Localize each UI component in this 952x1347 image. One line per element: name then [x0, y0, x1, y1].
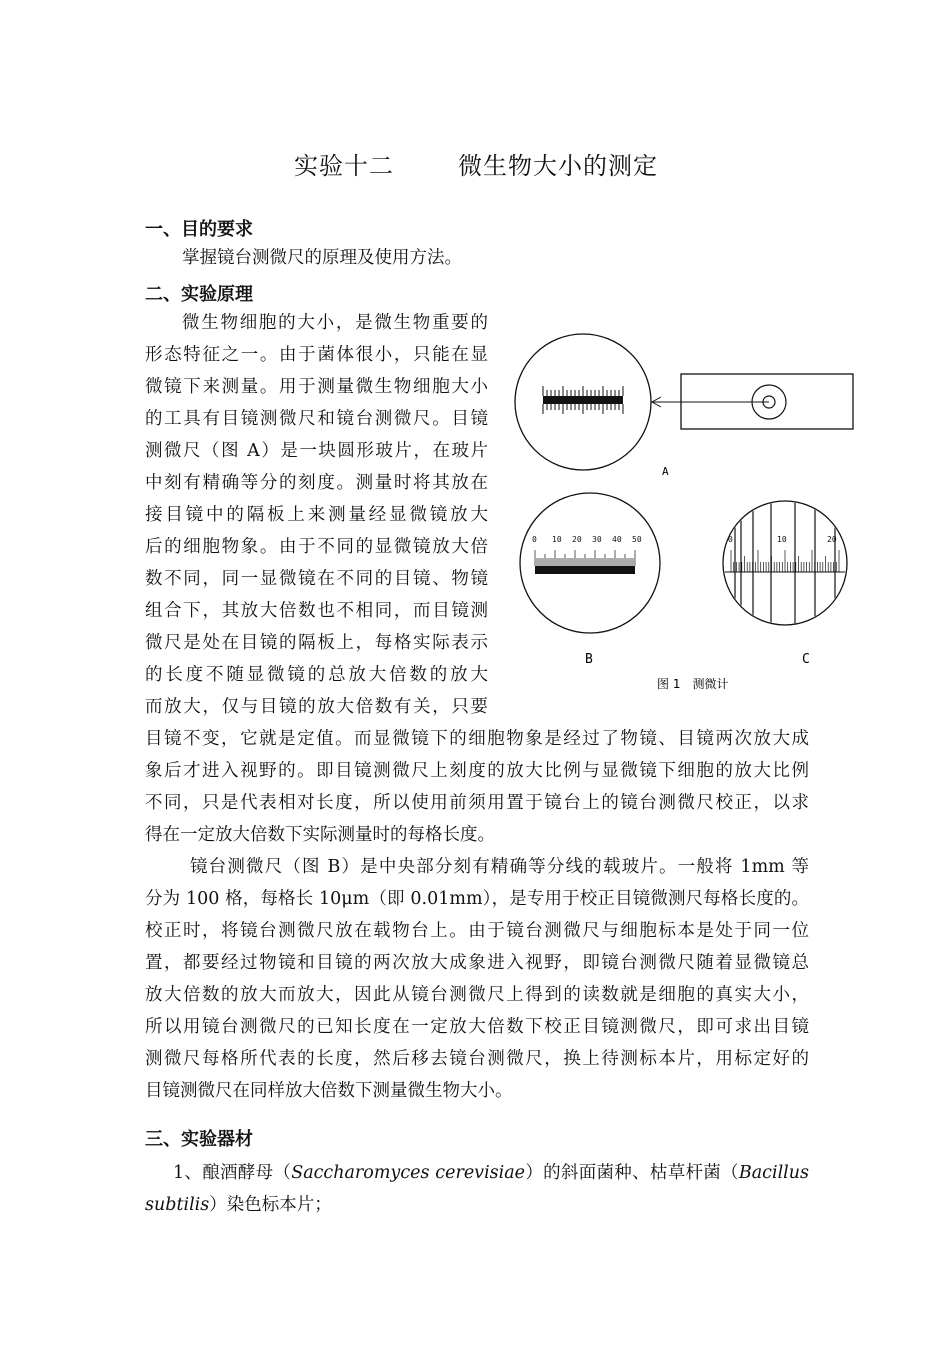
- principle-line: 得在一定放大倍数下实际测量时的每格长度。: [145, 825, 495, 845]
- principle-line: 微生物细胞的大小，是微生物重要的: [182, 313, 488, 333]
- figure-a-ocular-micrometer: [515, 334, 651, 470]
- principle-line: 微镜下来测量。用于测量微生物细胞大小: [145, 377, 488, 397]
- page-title: [0, 146, 952, 181]
- scale-label: 10: [552, 535, 562, 544]
- principle-line: 放大倍数的放大而放大，因此从镜台测微尺上得到的读数就是细胞的真实大小，: [145, 985, 809, 1005]
- scale-label: 30: [592, 535, 602, 544]
- principle-line: 组合下，其放大倍数也不相同，而目镜测: [145, 601, 488, 621]
- principle-line: 分为 100 格，每格长 10μm（即 0.01mm），是专用于校正目镜微测尺每格长度的。: [145, 889, 809, 909]
- principle-line: 测微尺（图 A）是一块圆形玻片，在玻片: [145, 441, 488, 461]
- principle-line: 形态特征之一。由于菌体很小，只能在显: [145, 345, 488, 365]
- principle-line: 的工具有目镜测微尺和镜台测微尺。目镜: [145, 409, 488, 429]
- section-heading-materials: 三、实验器材: [145, 1129, 253, 1150]
- principle-line: 接目镜中的隔板上来测量经显微镜放大: [145, 505, 488, 525]
- principle-line: 目镜不变，它就是定值。而显微镜下的细胞物象是经过了物镜、目镜两次放大成: [145, 729, 809, 749]
- principle-line: 镜台测微尺（图 B）是中央部分刻有精确等分线的载玻片。一般将 1mm 等: [190, 857, 809, 877]
- species-name: Bacillus: [738, 1163, 810, 1183]
- principle-line: 目镜测微尺在同样放大倍数下测量微生物大小。: [145, 1081, 513, 1101]
- figure-c-label: C: [802, 652, 810, 667]
- section-heading-objectives: 一、目的要求: [145, 219, 253, 240]
- scale-label: 0: [532, 535, 537, 544]
- principle-line: 后的细胞物象。由于不同的显微镜放大倍: [145, 537, 488, 557]
- figure-b-label: B: [585, 652, 593, 667]
- principle-line: 象后才进入视野的。即目镜测微尺上刻度的放大比例与显微镜下细胞的放大比例: [145, 761, 809, 781]
- figure-caption: 图 1 测微计: [657, 677, 729, 691]
- principle-line: 不同，只是代表相对长度，所以使用前须用置于镜台上的镜台测微尺校正，以求: [145, 793, 809, 813]
- scale-label: 50: [632, 535, 642, 544]
- title-experiment-name: 微生物大小的测定: [458, 152, 658, 180]
- materials-item-1: 1、酿酒酵母（Saccharomyces cerevisiae）的斜面菌种、枯草杆菌（Bacillus: [173, 1163, 810, 1183]
- species-name: subtilis: [145, 1195, 210, 1215]
- principle-line: 数不同，同一显微镜在不同的目镜、物镜: [145, 569, 488, 589]
- principle-line: 中刻有精确等分的刻度。测量时将其放在: [145, 473, 488, 493]
- figure-a-label: A: [662, 465, 669, 478]
- scale-label: 10: [777, 535, 787, 544]
- principle-line: 而放大，仅与目镜的放大倍数有关，只要: [145, 697, 488, 717]
- scale-label: 40: [612, 535, 622, 544]
- principle-line: 的长度不随显微镜的总放大倍数的放大: [145, 665, 488, 685]
- principle-line: 置，都要经过物镜和目镜的两次放大成象进入视野，即镜台测微尺随着显微镜总: [145, 953, 809, 973]
- micrometer-figure: [505, 330, 865, 700]
- principle-line: 校正时，将镜台测微尺放在载物台上。由于镜台测微尺与细胞标本是处于同一位: [145, 921, 809, 941]
- objectives-text: 掌握镜台测微尺的原理及使用方法。: [182, 248, 462, 268]
- scale-label: 0: [728, 535, 733, 544]
- principle-line: 微尺是处在目镜的隔板上，每格实际表示: [145, 633, 488, 653]
- section-heading-principle: 二、实验原理: [145, 284, 253, 305]
- principle-line: 所以用镜台测微尺的已知长度在一定放大倍数下校正目镜测微尺，即可求出目镜: [145, 1017, 809, 1037]
- scale-label: 20: [572, 535, 582, 544]
- principle-line: 测微尺每格所代表的长度，然后移去镜台测微尺，换上待测标本片，用标定好的: [145, 1049, 809, 1069]
- materials-item-1-cont: subtilis）染色标本片；: [145, 1195, 332, 1215]
- figure-b-stage-micrometer: [520, 493, 660, 633]
- figure-a-slide: [652, 374, 853, 429]
- scale-label: 20: [827, 535, 837, 544]
- species-name: Saccharomyces cerevisiae: [291, 1163, 526, 1183]
- title-experiment-number: 实验十二: [294, 152, 394, 180]
